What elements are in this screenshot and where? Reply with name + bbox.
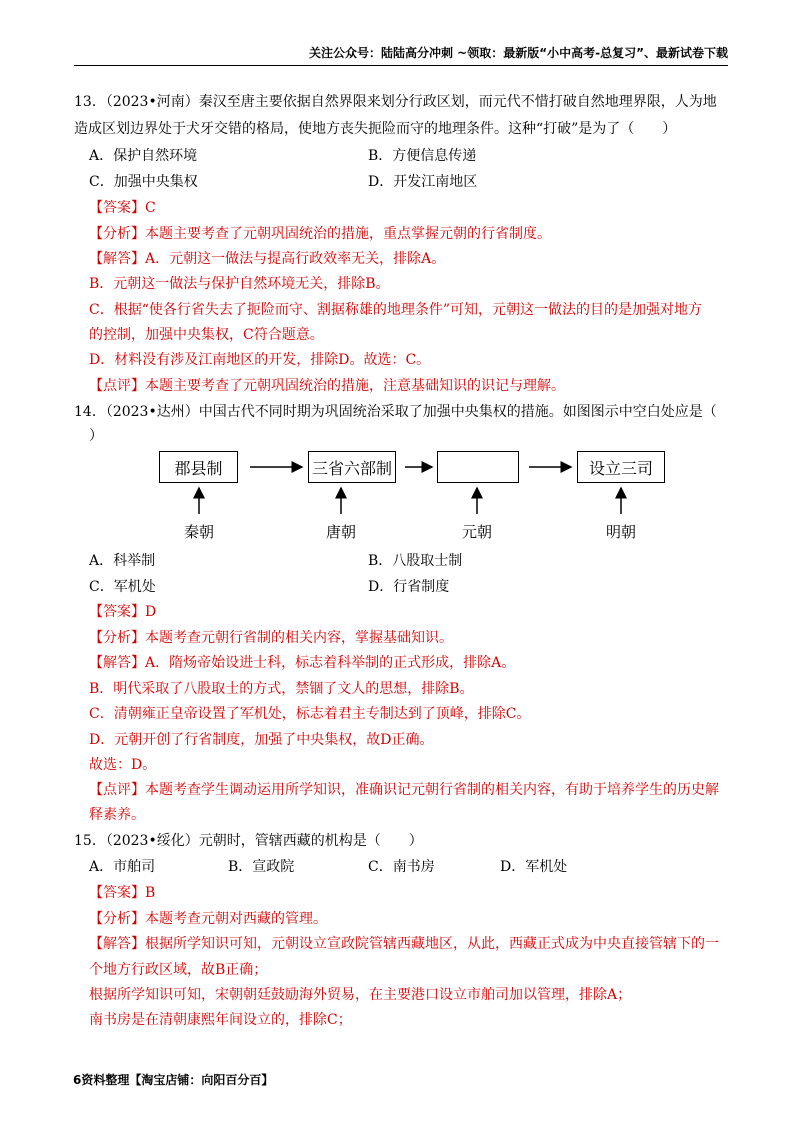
q13-solution-c2: 的控制，加强中央集权，C符合题意。 [89,327,324,343]
q15-option-b: B．宣政院 [228,859,295,875]
q15-option-a: A．市舶司 [89,859,156,875]
q13-solution: 【解答】A．元朝这一做法与提高行政效率无关，排除A。 [89,251,446,267]
q15-solution-line1: 【解答】根据所学知识可知，元朝设立宣政院管辖西藏地区，从此，西藏正式成为中央直接管辖下的一 [89,936,719,952]
q15-solution-line2: 个地方行政区域，故B正确； [89,962,268,978]
q13-stem-line1: 13．（2023•河南）秦汉至唐主要依据自然界限来划分行政区划，而元代不惜打破自然地理界限，人为地 [74,94,717,110]
q13-solution-b: B．元朝这一做法与保护自然环境无关，排除B。 [89,276,390,292]
q14-comment-line2: 释素养。 [89,807,145,823]
q13-comment: 【点评】本题主要考查了元朝巩固统治的措施，注意基础知识的识记与理解。 [89,378,565,394]
q15-option-d: D．军机处 [500,859,568,875]
q13-option-d: D．开发江南地区 [368,174,478,190]
q14-option-b: B．八股取士制 [368,553,463,569]
diagram-label-ming: 明朝 [605,523,636,541]
diagram-label-yuan: 元朝 [461,523,492,541]
q15-analysis: 【分析】本题考查元朝对西藏的管理。 [89,911,327,927]
q15-solution-a: 根据所学知识可知，宋朝朝廷鼓励海外贸易，在主要港口设立市舶司加以管理，排除A； [89,987,632,1003]
q14-analysis: 【分析】本题考查元朝行省制的相关内容，掌握基础知识。 [89,630,453,646]
q13-option-a: A．保护自然环境 [89,148,198,164]
q14-comment-line1: 【点评】本题考查学生调动运用所学知识，准确识记元朝行省制的相关内容，有助于培养学生的历史解 [89,782,719,798]
q15-option-c: C．南书房 [368,859,435,875]
q13-option-b: B．方便信息传递 [368,148,477,164]
q15-stem: 15．（2023•绥化）元朝时，管辖西藏的机构是（ ） [74,833,423,849]
q13-analysis: 【分析】本题主要考查了元朝巩固统治的措施，重点掌握元朝的行省制度。 [89,226,551,242]
q14-stem-line2: ） [89,428,103,444]
q13-stem-line2: 造成区划边界处于犬牙交错的格局，使地方丧失扼险而守的地理条件。这种“打破”是为了（ ） [74,121,677,137]
q14-stem-line1: 14．（2023•达州）中国古代不同时期为巩固统治采取了加强中央集权的措施。如图图示中空白处应是（ [74,404,717,420]
q15-answer: 【答案】B [89,885,156,901]
q13-solution-d: D．材料没有涉及江南地区的开发，排除D。故选：C。 [89,352,431,368]
q14-option-c: C．军机处 [89,579,156,595]
q14-answer: 【答案】D [89,604,157,620]
q13-option-c: C．加强中央集权 [89,174,198,190]
diagram-box-ming: 设立三司 [577,451,665,483]
diagram-box-tang: 三省六部制 [308,451,396,483]
q14-solution: 【解答】A．隋炀帝始设进士科，标志着科举制的正式形成，排除A。 [89,655,516,671]
page-header: 关注公众号：陆陆高分冲刺 ~领取：最新版“小中高考-总复习”、最新试卷下载 [74,44,728,66]
q14-choose: 故选：D。 [89,757,157,773]
q13-solution-c1: C．根据“使各行省失去了扼险而守、割据称雄的地理条件”可知，元朝这一做法的目的是加强对地方 [89,302,703,318]
page-footer: 6资料整理【淘宝店铺：向阳百分百】 [73,1073,274,1087]
q14-solution-b: B．明代采取了八股取士的方式，禁锢了文人的思想，排除B。 [89,681,474,697]
diagram-label-tang: 唐朝 [325,523,356,541]
q14-solution-d: D．元朝开创了行省制度，加强了中央集权，故D正确。 [89,732,434,748]
q14-solution-c: C．清朝雍正皇帝设置了军机处，标志着君主专制达到了顶峰，排除C。 [89,706,531,722]
q15-solution-c: 南书房是在清朝康熙年间设立的，排除C； [89,1012,352,1028]
q13-answer: 【答案】C [89,200,156,216]
diagram-box-qin: 郡县制 [159,451,238,483]
q14-option-d: D．行省制度 [368,579,450,595]
q14-option-a: A．科举制 [89,553,156,569]
diagram-label-qin: 秦朝 [183,523,214,541]
diagram-arrows [0,450,800,530]
